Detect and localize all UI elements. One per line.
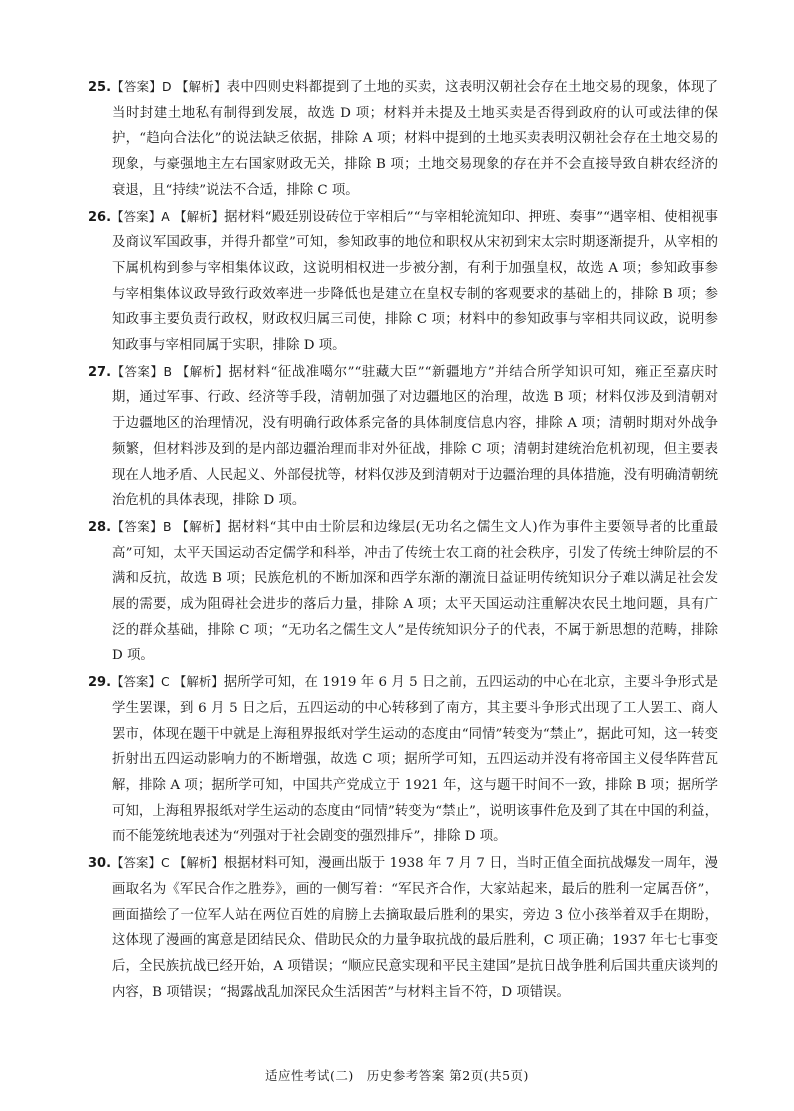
analysis-text: 据所学可知，在 1919 年 6 月 5 日之前，五四运动的中心在北京，主要斗争形式是学生罢课，到 6 月 5 日之后，五四运动的中心转移到了南方，其主要斗争形式出现了工人罢工、商人罢市，体现在题干中就是上海租界报纸对学生运动的态度由“同情”转变为“禁止”，据此可知，这一转变折射出五四运动影响力的不断增强，故选 C 项；据所学可知，五四运动并没有将帝国主义侵华阵营瓦解，排除 A 项；据所学可知，中国共产党成立于 1921 年，这与题干时间不一致，排除 B 项；据所学可知，上海租界报纸对学生运动的态度由“同情”转变为“禁止”，说明该事件危及到了其在中国的利益，而不能笼统地表述为“列强对于社会剧变的强烈排斥”，排除 D 项。 [112,675,718,845]
analysis-tag: 【解析】 [176,518,228,534]
answer-choice: C [160,855,170,871]
analysis-tag: 【解析】 [173,855,224,871]
answer-item-26 [88,204,718,359]
page-footer: 适应性考试(二) 历史参考答案 第2页(共5页) [265,1068,529,1083]
question-number: 26. [88,209,112,225]
answer-item-28 [88,514,718,669]
analysis-text: 根据材料可知，漫画出版于 1938 年 7 月 7 日，当时正值全面抗战爆发一周年，漫画取名为《军民合作之胜券》，画的一侧写着：“军民齐合作，大家站起来，最后的胜利一定属吾侪”，画面描绘了一位军人站在两位百姓的肩膀上去摘取最后胜利的果实，旁边 3 位小孩举着双手在期盼，这体现了漫画的寓意是团结民众、借助民众的力量争取抗战的最后胜利，C 项正确；1937 年七七事变后，全民族抗战已经开始，A 项错误；“顺应民意实现和平民主建国”是抗日战争胜利后国共重庆谈判的内容，B 项错误；“揭露战乱加深民众生活困苦”与材料主旨不符，D 项错误。 [112,856,718,1000]
analysis-text: 据材料“征战准噶尔”“驻藏大臣”“新疆地方”并结合所学知识可知，雍正至嘉庆时期，通过军事、行政、经济等手段，清朝加强了对边疆地区的治理，故选 B 项；材料仅涉及到清朝对于边疆地区的治理情况，没有明确行政体系完备的具体制度信息内容，排除 A 项；清朝时期对外战争频繁，但材料涉及到的是内部边疆治理而非对外征战，排除 C 项；清朝封建统治危机初现，但主要表现在人地矛盾、人民起义、外部侵扰等，材料仅涉及到清朝对于边疆治理的具体措施，没有明确清朝统治危机的具体表现，排除 D 项。 [112,364,719,509]
answer-choice: C [160,674,170,690]
answer-tag: 【答案】 [111,363,164,379]
answer-item-25 [88,74,718,204]
answer-choice: B [163,363,172,379]
question-number: 28. [88,519,112,535]
answer-item-29 [88,669,718,850]
answer-item-27 [88,359,718,514]
analysis-text: 据材料“殿廷别设砖位于宰相后”“与宰相轮流知印、押班、奏事”“遇宰相、使相视事及商议军国政事，并得升都堂”可知，参知政事的地位和职权从宋初到宋太宗时期逐渐提升，从宰相的下属机构到参与宰相集体议政，这说明相权进一步被分割，有利于加强皇权，故选 A 项；参知政事参与宰相集体议政导致行政效率进一步降低也是建立在皇权专制的客观要求的基础上的，排除 B 项；参知政事主要负责行政权，财政权归属三司使，排除 C 项；材料中的参知政事与宰相共同议政，说明参知政事与宰相同属于实职，排除 D 项。 [112,209,719,354]
answer-tag: 【答案】 [111,79,162,94]
answer-choice: A [161,208,170,224]
question-number: 27. [88,364,112,380]
answer-choice: D [161,79,172,94]
answer-tag: 【答案】 [111,208,162,224]
answer-tag: 【答案】 [111,518,164,534]
question-number: 30. [88,856,112,872]
answer-tag: 【答案】 [111,674,161,690]
analysis-text: 表中四则史料都提到了土地的买卖，这表明汉朝社会存在土地交易的现象，体现了当时封建土地私有制得到发展，故选 D 项；材料并未提及土地买卖是否得到政府的认可或法律的保护，“趋向合法化”的说法缺乏依据，排除 A 项；材料中提到的土地买卖表明汉朝社会存在土地交易的现象，与豪强地主左右国家财政无关，排除 B 项；土地交易现象的存在并不会直接导致自耕农经济的衰退，且“持续”说法不合适，排除 C 项。 [112,80,719,198]
answer-list [88,74,718,1005]
analysis-tag: 【解析】 [173,674,224,690]
analysis-tag: 【解析】 [174,208,225,224]
answer-tag: 【答案】 [111,855,161,871]
answer-choice: B [163,518,172,534]
analysis-tag: 【解析】 [176,79,227,94]
analysis-text: 据材料“其中由士阶层和边缘层(无功名之儒生文人)作为事件主要领导者的比重最高”可知，太平天国运动否定儒学和科举，冲击了传统士农工商的社会秩序，引发了传统士绅阶层的不满和反抗，故选 B 项；民族危机的不断加深和西学东渐的潮流日益证明传统知识分子难以满足社会发展的需要，成为阻碍社会进步的落后力量，排除 A 项；太平天国运动注重解决农民土地问题，具有广泛的群众基础，排除 C 项；“无功名之儒生文人”是传统知识分子的代表，不属于新思想的范畴，排除 D 项。 [112,519,719,664]
question-number: 25. [88,80,112,95]
analysis-tag: 【解析】 [176,363,229,379]
answer-item-30 [88,850,718,1005]
question-number: 29. [88,675,112,691]
